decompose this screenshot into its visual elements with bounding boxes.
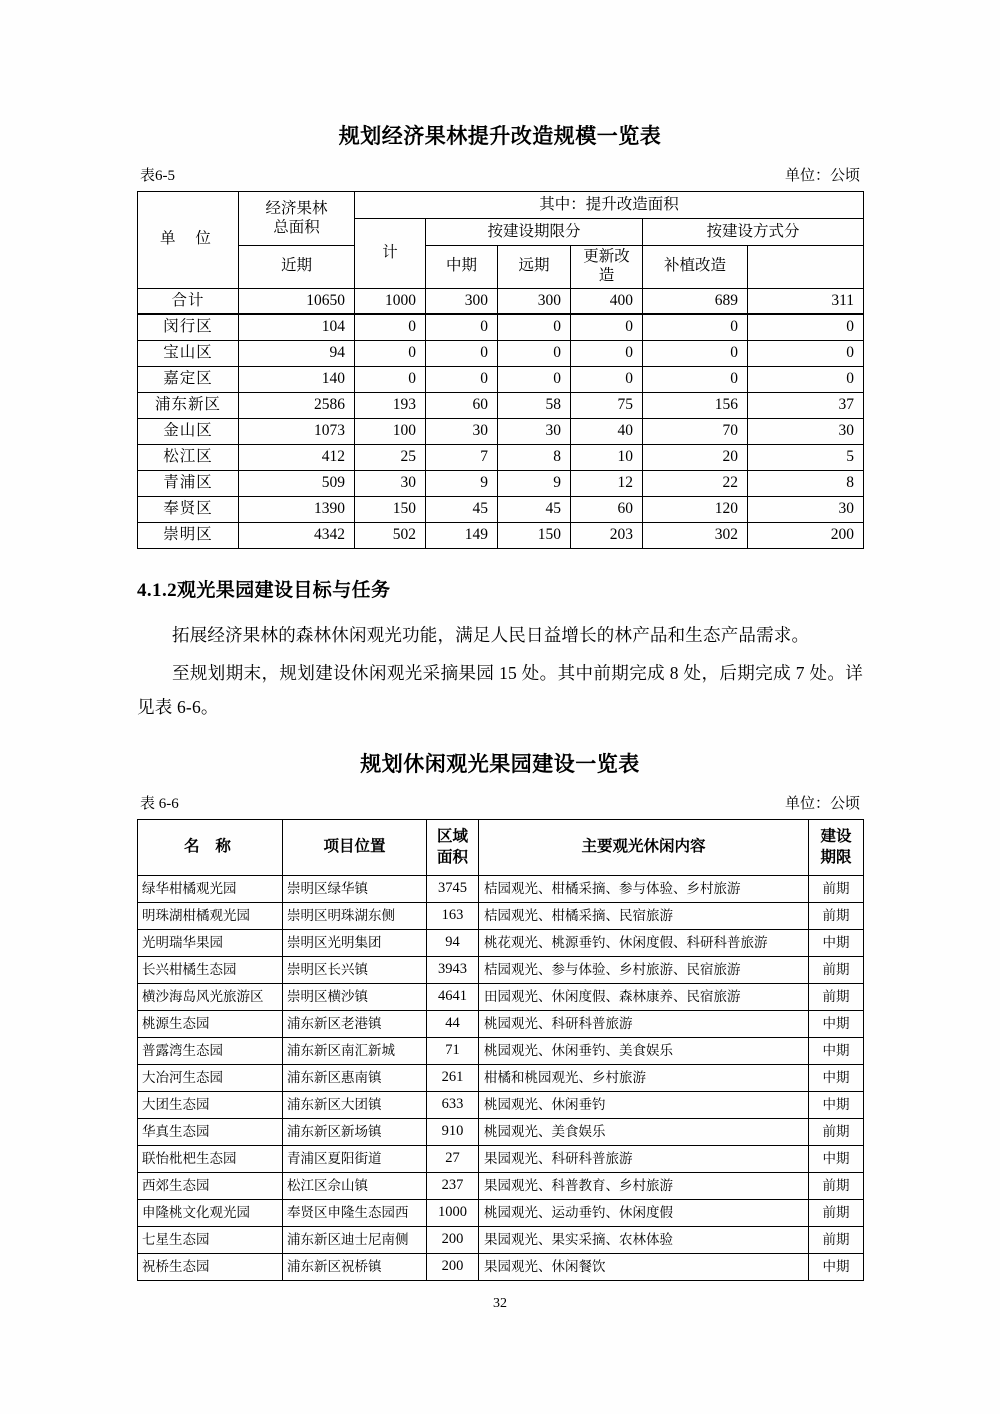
cell-term: 前期 (809, 876, 864, 903)
table-row (138, 930, 864, 957)
table-6-6-body (138, 876, 864, 1281)
cell-location: 崇明区明珠湖东侧 (283, 903, 427, 930)
table-6-5-unit-note: 单位：公顷 (784, 168, 860, 184)
cell-mid-term: 300 (498, 288, 571, 314)
cell-long-term: 0 (571, 314, 643, 340)
cell-term: 前期 (809, 984, 864, 1011)
cell-park-name: 联怡枇杷生态园 (138, 1146, 283, 1173)
cell-park-name: 长兴柑橘生态园 (138, 957, 283, 984)
th-replant: 补植改造 (643, 246, 748, 289)
cell-near-term: 300 (426, 288, 498, 314)
table-row (138, 820, 864, 876)
cell-content: 田园观光、休闲度假、森林康养、民宿旅游 (479, 984, 809, 1011)
table-row (138, 340, 864, 366)
cell-long-term: 12 (571, 470, 643, 496)
table-row (138, 470, 864, 496)
cell-location: 浦东新区惠南镇 (283, 1065, 427, 1092)
cell-near-term: 60 (426, 392, 498, 418)
cell-content: 果园观光、科普教育、乡村旅游 (479, 1173, 809, 1200)
th-group-main: 其中：提升改造面积 (355, 192, 864, 219)
th-park-name: 名 称 (138, 820, 283, 876)
table-row (138, 903, 864, 930)
cell-term: 中期 (809, 1146, 864, 1173)
cell-mid-term: 45 (498, 496, 571, 522)
cell-unit: 金山区 (138, 418, 239, 444)
cell-location: 崇明区绿华镇 (283, 876, 427, 903)
cell-replant: 311 (748, 288, 864, 314)
cell-mid-term: 30 (498, 418, 571, 444)
table-row (138, 1119, 864, 1146)
cell-park-name: 华真生态园 (138, 1119, 283, 1146)
cell-renewal: 20 (643, 444, 748, 470)
cell-area: 27 (427, 1146, 479, 1173)
table-row (138, 1254, 864, 1281)
cell-content: 柑橘和桃园观光、乡村旅游 (479, 1065, 809, 1092)
cell-term: 前期 (809, 1227, 864, 1254)
table-row (138, 984, 864, 1011)
table-row (138, 522, 864, 548)
cell-subtotal: 25 (355, 444, 426, 470)
table-row (138, 957, 864, 984)
cell-subtotal: 0 (355, 340, 426, 366)
section-heading: 4.1.2观光果园建设目标与任务 (137, 579, 391, 601)
cell-content: 果园观光、果实采摘、农林体验 (479, 1227, 809, 1254)
cell-near-term: 0 (426, 366, 498, 392)
cell-replant: 30 (748, 496, 864, 522)
cell-location: 崇明区长兴镇 (283, 957, 427, 984)
cell-long-term: 400 (571, 288, 643, 314)
cell-location: 青浦区夏阳街道 (283, 1146, 427, 1173)
cell-location: 崇明区光明集团 (283, 930, 427, 957)
cell-near-term: 7 (426, 444, 498, 470)
cell-replant: 0 (748, 366, 864, 392)
cell-content: 桃园观光、休闲垂钓、美食娱乐 (479, 1038, 809, 1065)
th-long-term: 远期 (498, 246, 571, 289)
table-row (138, 1011, 864, 1038)
cell-content: 桃花观光、桃源垂钓、休闲度假、科研科普旅游 (479, 930, 809, 957)
table-row (138, 1065, 864, 1092)
cell-near-term: 30 (426, 418, 498, 444)
cell-near-term: 45 (426, 496, 498, 522)
cell-unit: 崇明区 (138, 522, 239, 548)
cell-term: 前期 (809, 957, 864, 984)
cell-content: 果园观光、科研科普旅游 (479, 1146, 809, 1173)
cell-renewal: 0 (643, 366, 748, 392)
cell-area: 910 (427, 1119, 479, 1146)
th-mid-term: 中期 (426, 246, 498, 289)
table-6-5-body (138, 288, 864, 548)
cell-unit: 青浦区 (138, 470, 239, 496)
cell-location: 浦东新区迪士尼南侧 (283, 1227, 427, 1254)
cell-area: 44 (427, 1011, 479, 1038)
cell-park-name: 明珠湖柑橘观光园 (138, 903, 283, 930)
th-subtotal: 计 (355, 219, 426, 289)
table-row (138, 288, 864, 314)
cell-mid-term: 0 (498, 366, 571, 392)
cell-location: 奉贤区申隆生态园西 (283, 1200, 427, 1227)
cell-renewal: 156 (643, 392, 748, 418)
cell-long-term: 60 (571, 496, 643, 522)
cell-park-name: 西郊生态园 (138, 1173, 283, 1200)
th-area: 区域 面积 (427, 820, 479, 876)
cell-area: 200 (427, 1227, 479, 1254)
cell-area: 237 (427, 1173, 479, 1200)
cell-location: 松江区佘山镇 (283, 1173, 427, 1200)
cell-mid-term: 0 (498, 314, 571, 340)
cell-content: 桔园观光、柑橘采摘、民宿旅游 (479, 903, 809, 930)
cell-mid-term: 58 (498, 392, 571, 418)
cell-renewal: 0 (643, 314, 748, 340)
table-row (138, 246, 864, 289)
cell-term: 前期 (809, 1119, 864, 1146)
cell-unit: 合计 (138, 288, 239, 314)
cell-content: 果园观光、休闲餐饮 (479, 1254, 809, 1281)
table-6-6-title: 规划休闲观光果园建设一览表 (360, 752, 640, 777)
cell-total-area: 140 (239, 366, 355, 392)
cell-long-term: 40 (571, 418, 643, 444)
table-row (138, 1146, 864, 1173)
cell-unit: 奉贤区 (138, 496, 239, 522)
cell-term: 中期 (809, 1065, 864, 1092)
cell-renewal: 689 (643, 288, 748, 314)
cell-total-area: 10650 (239, 288, 355, 314)
cell-park-name: 桃源生态园 (138, 1011, 283, 1038)
table-6-5-caption (137, 164, 863, 185)
cell-area: 4641 (427, 984, 479, 1011)
cell-location: 浦东新区祝桥镇 (283, 1254, 427, 1281)
page-content (137, 120, 863, 1281)
cell-replant: 37 (748, 392, 864, 418)
cell-replant: 200 (748, 522, 864, 548)
cell-long-term: 203 (571, 522, 643, 548)
paragraph-1: 拓展经济果林的森林休闲观光功能，满足人民日益增长的林产品和生态产品需求。 (172, 624, 810, 645)
cell-near-term: 149 (426, 522, 498, 548)
cell-renewal: 302 (643, 522, 748, 548)
table-row (138, 192, 864, 219)
th-total-area: 经济果林 总面积 (239, 192, 355, 246)
cell-total-area: 1390 (239, 496, 355, 522)
table-row (138, 876, 864, 903)
table-row (138, 1200, 864, 1227)
table-row (138, 444, 864, 470)
cell-content: 桃园观光、休闲垂钓 (479, 1092, 809, 1119)
cell-near-term: 0 (426, 340, 498, 366)
table-row (138, 1227, 864, 1254)
cell-area: 633 (427, 1092, 479, 1119)
cell-park-name: 普露湾生态园 (138, 1038, 283, 1065)
cell-park-name: 祝桥生态园 (138, 1254, 283, 1281)
cell-content: 桔园观光、参与体验、乡村旅游、民宿旅游 (479, 957, 809, 984)
cell-subtotal: 0 (355, 366, 426, 392)
cell-park-name: 横沙海岛风光旅游区 (138, 984, 283, 1011)
cell-location: 浦东新区老港镇 (283, 1011, 427, 1038)
table-6-6-head (138, 820, 864, 876)
cell-area: 71 (427, 1038, 479, 1065)
th-project-location: 项目位置 (283, 820, 427, 876)
cell-park-name: 七星生态园 (138, 1227, 283, 1254)
cell-total-area: 412 (239, 444, 355, 470)
cell-term: 前期 (809, 1173, 864, 1200)
cell-mid-term: 150 (498, 522, 571, 548)
cell-area: 200 (427, 1254, 479, 1281)
table-row (138, 418, 864, 444)
table-6-5-title: 规划经济果林提升改造规模一览表 (338, 124, 662, 148)
table-row (138, 1173, 864, 1200)
cell-subtotal: 502 (355, 522, 426, 548)
table-6-6-unit-note: 单位：公顷 (784, 796, 860, 813)
cell-renewal: 70 (643, 418, 748, 444)
cell-renewal: 0 (643, 340, 748, 366)
cell-long-term: 0 (571, 366, 643, 392)
cell-area: 163 (427, 903, 479, 930)
cell-mid-term: 0 (498, 340, 571, 366)
cell-area: 3745 (427, 876, 479, 903)
cell-subtotal: 193 (355, 392, 426, 418)
cell-content: 桔园观光、柑橘采摘、参与体验、乡村旅游 (479, 876, 809, 903)
cell-subtotal: 100 (355, 418, 426, 444)
table-6-5-number: 表6-5 (140, 168, 175, 184)
cell-term: 前期 (809, 903, 864, 930)
cell-park-name: 申隆桃文化观光园 (138, 1200, 283, 1227)
cell-area: 94 (427, 930, 479, 957)
cell-replant: 0 (748, 340, 864, 366)
th-build-term: 建设 期限 (809, 820, 864, 876)
table-row (138, 366, 864, 392)
cell-area: 1000 (427, 1200, 479, 1227)
table-row (138, 1038, 864, 1065)
page-number: 32 (493, 1296, 507, 1311)
th-renewal: 更新改造 (571, 246, 643, 289)
cell-near-term: 0 (426, 314, 498, 340)
cell-long-term: 75 (571, 392, 643, 418)
cell-renewal: 120 (643, 496, 748, 522)
th-group-by-period: 按建设期限分 (426, 219, 643, 246)
cell-long-term: 0 (571, 340, 643, 366)
table-row (138, 1092, 864, 1119)
table-6-6-caption (137, 792, 863, 813)
cell-subtotal: 150 (355, 496, 426, 522)
cell-near-term: 9 (426, 470, 498, 496)
cell-long-term: 10 (571, 444, 643, 470)
table-6-6 (137, 819, 864, 1281)
cell-location: 浦东新区新场镇 (283, 1119, 427, 1146)
cell-content: 桃园观光、美食娱乐 (479, 1119, 809, 1146)
cell-term: 中期 (809, 1011, 864, 1038)
cell-term: 中期 (809, 1092, 864, 1119)
cell-park-name: 光明瑞华果园 (138, 930, 283, 957)
cell-total-area: 2586 (239, 392, 355, 418)
cell-location: 浦东新区大团镇 (283, 1092, 427, 1119)
cell-area: 261 (427, 1065, 479, 1092)
cell-location: 浦东新区南汇新城 (283, 1038, 427, 1065)
cell-total-area: 104 (239, 314, 355, 340)
table-6-5-head (138, 192, 864, 289)
cell-total-area: 94 (239, 340, 355, 366)
cell-unit: 浦东新区 (138, 392, 239, 418)
cell-location: 崇明区横沙镇 (283, 984, 427, 1011)
cell-term: 中期 (809, 930, 864, 957)
cell-unit: 闵行区 (138, 314, 239, 340)
cell-unit: 宝山区 (138, 340, 239, 366)
th-near-term: 近期 (239, 246, 355, 289)
cell-park-name: 绿华柑橘观光园 (138, 876, 283, 903)
cell-park-name: 大冶河生态园 (138, 1065, 283, 1092)
th-main-content: 主要观光休闲内容 (479, 820, 809, 876)
cell-subtotal: 1000 (355, 288, 426, 314)
paragraph-2: 至规划期末，规划建设休闲观光采摘果园 15 处。其中前期完成 8 处，后期完成 7 处。详见表 6-6。 (137, 662, 863, 718)
cell-mid-term: 9 (498, 470, 571, 496)
cell-unit: 松江区 (138, 444, 239, 470)
cell-content: 桃园观光、运动垂钓、休闲度假 (479, 1200, 809, 1227)
cell-term: 前期 (809, 1200, 864, 1227)
cell-total-area: 509 (239, 470, 355, 496)
cell-area: 3943 (427, 957, 479, 984)
table-6-5 (137, 191, 864, 549)
th-unit: 单 位 (138, 192, 239, 289)
cell-replant: 0 (748, 314, 864, 340)
cell-subtotal: 0 (355, 314, 426, 340)
cell-total-area: 1073 (239, 418, 355, 444)
cell-content: 桃园观光、科研科普旅游 (479, 1011, 809, 1038)
cell-total-area: 4342 (239, 522, 355, 548)
cell-mid-term: 8 (498, 444, 571, 470)
table-row (138, 392, 864, 418)
table-row (138, 496, 864, 522)
th-group-by-method: 按建设方式分 (643, 219, 864, 246)
table-row (138, 314, 864, 340)
cell-term: 中期 (809, 1038, 864, 1065)
cell-replant: 5 (748, 444, 864, 470)
cell-term: 中期 (809, 1254, 864, 1281)
cell-replant: 30 (748, 418, 864, 444)
cell-subtotal: 30 (355, 470, 426, 496)
cell-unit: 嘉定区 (138, 366, 239, 392)
table-6-6-number: 表 6-6 (140, 796, 179, 813)
cell-park-name: 大团生态园 (138, 1092, 283, 1119)
cell-replant: 8 (748, 470, 864, 496)
cell-renewal: 22 (643, 470, 748, 496)
